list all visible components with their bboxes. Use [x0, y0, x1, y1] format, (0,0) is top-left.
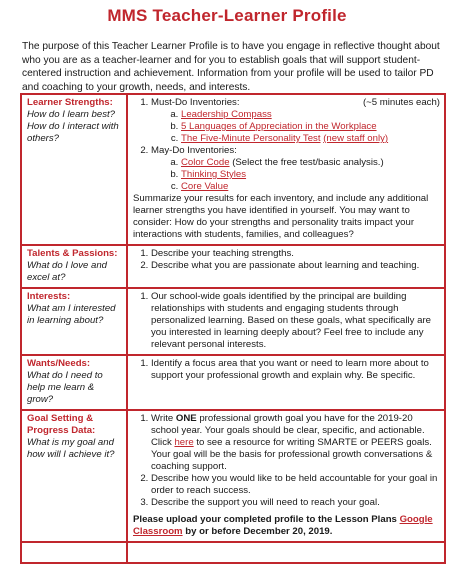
row-content-cell [127, 410, 445, 542]
list-item: 3. Describe the support you will need to reach your goal. [151, 497, 440, 509]
row-question: What am I interested in learning about? [27, 303, 116, 326]
row-content-cell [127, 288, 445, 355]
google-classroom-link[interactable]: Google Classroom [133, 514, 433, 537]
table-row [21, 94, 445, 245]
here-link[interactable]: here [174, 437, 194, 448]
goal-text: to see a resource for writing SMARTE or PEERS goals. Your goal will be the basis for professional growth conversations & coaching support. [151, 437, 433, 472]
list-item [151, 413, 440, 473]
row-label-cell [21, 355, 127, 410]
summary-text: Summarize your results for each inventory, and include any additional learner strengths you have identified in yourself. You may want to consider: How do your strengths and personality traits impact your interactions with students, families, and colleagues? [133, 193, 429, 240]
row-question: How do I learn best? How do I interact with others? [27, 109, 119, 144]
row-label-cell [21, 245, 127, 288]
row-label-cell [21, 410, 127, 542]
personality-test-link[interactable]: The Five-Minute Personality Test [181, 133, 321, 144]
leadership-compass-link[interactable]: Leadership Compass [181, 109, 272, 120]
table-row [21, 542, 445, 563]
row-question: What is my goal and how will I achieve it? [27, 437, 115, 460]
document-title: MMS Teacher-Learner Profile [107, 6, 347, 25]
new-staff-note[interactable]: (new staff only) [323, 133, 389, 144]
list-item: 2. Describe how you would like to be held accountable for your goal in order to reach success. [151, 473, 440, 497]
row-label: Talents & Passions: [27, 248, 118, 259]
row-label: Interests: [27, 291, 71, 302]
row-label: Learner Strengths: [27, 97, 113, 108]
must-do-time: (~5 minutes each) [362, 97, 440, 108]
row-content-cell [127, 355, 445, 410]
table-row [21, 355, 445, 410]
row-label-cell [21, 94, 127, 245]
goal-one: ONE [175, 413, 197, 424]
row-label-cell [21, 288, 127, 355]
upload-instructions [133, 514, 440, 538]
intro-paragraph: The purpose of this Teacher Learner Profile is to have you engage in reflective thought about who you are as a teacher-learner and for you to establish goals that will support student-centered instruction and achievement. Information from your profile will be used to tailor PD and coaching to your growth, needs, and interests. [22, 41, 440, 93]
languages-of-appreciation-link[interactable]: 5 Languages of Appreciation in the Workplace [181, 121, 377, 132]
color-code-note: (Select the free test/basic analysis.) [232, 157, 384, 168]
goal-text: professional growth goal you have for the 2019-20 school year. Your goals should be clear, specific, and actionable. Click [151, 413, 425, 448]
list-item: 2. Describe what you are passionate about learning and teaching. [151, 260, 440, 272]
row-label-cell [21, 542, 127, 563]
core-value-link[interactable]: Core Value [181, 181, 229, 192]
table-row [21, 288, 445, 355]
table-row [21, 410, 445, 542]
profile-table [20, 93, 446, 564]
color-code-link[interactable]: Color Code [181, 157, 230, 168]
row-question: What do I need to help me learn & grow? [27, 370, 103, 405]
row-content-cell [127, 245, 445, 288]
row-label: Wants/Needs: [27, 358, 91, 369]
must-do-heading: 1. Must-Do Inventories: [151, 97, 240, 108]
list-item: 1. Our school-wide goals identified by the principal are building relationships with students and engaging students through personalized learning. Based on these goals, what specifically are you interested in learning deeply about? Feel free to include any relevant personal interests. [151, 291, 440, 351]
list-item: 1. Identify a focus area that you want or need to learn more about to support your professional growth and explain why. Be specific. [151, 358, 440, 382]
row-label: Goal Setting & Progress Data: [27, 413, 96, 436]
goal-text: Write [151, 413, 176, 424]
table-row [21, 245, 445, 288]
list-item: 1. Describe your teaching strengths. [151, 248, 440, 260]
row-content-cell [127, 542, 445, 563]
row-content-cell [127, 94, 445, 245]
upload-text: by or before December 20, 2019. [182, 526, 333, 537]
may-do-heading: May-Do Inventories: [151, 145, 237, 156]
row-question: What do I love and excel at? [27, 260, 107, 283]
upload-text: Please upload your completed profile to the Lesson Plans [133, 514, 400, 525]
thinking-styles-link[interactable]: Thinking Styles [181, 169, 247, 180]
